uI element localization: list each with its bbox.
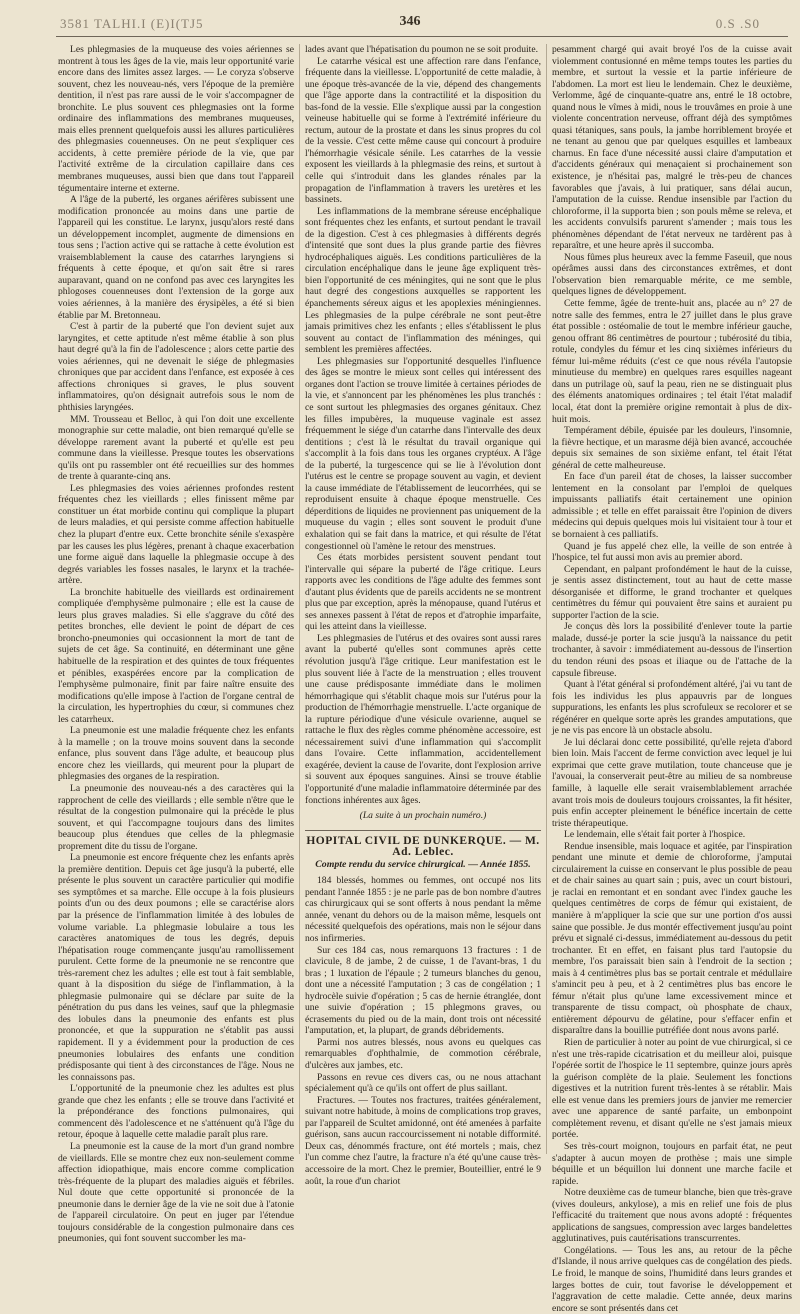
c3-paragraph: Cependant, en palpant profondément le haut de la cuisse, je sentis assez distinctement, tout au haut de cette masse désorganisée et difforme, le grand trochanter et quelques centimètres du fémur qui pouvaient être sains et auraient pu supporter l'action de la scie. [552, 563, 792, 621]
continued-note: (La suite à un prochain numéro.) [359, 810, 487, 822]
c3-paragraph: Cette femme, âgée de trente-huit ans, placée au n° 27 de notre salle des femmes, entra le 27 juillet dans le plus grave état possible : ostéomalie de tout le membre inférieur gauche, genou offrant 86 centimètres de pourtour ; tubérosité du tibia, rotule, condyles du fémur et les cinq sixièmes inférieurs du fémur lui-même réduits (c'est ce que nous révéla l'autopsie minutieuse du membre) en quelques rares esquilles nageant dans un putrilage où, sauf la peau, rien ne se distinguait plus des éléments anatomiques ordinaires ; tel était l'état maladif local, état dont la première origine remontait à plus de dix-huit mois. [552, 298, 792, 425]
c1-paragraph: La bronchite habituelle des vieillards est ordinairement compliquée d'emphysème pulmonaire ; elle est la cause de leurs plus graves maladies. Si elle s'aggrave du côté des petites bronches, elle devient le point de départ de ces broncho-pneumonies qui occasionnent la mort de tant de sujets de cet âge. Sa continuité, en déterminant une gêne habituelle de la respiration et des quintes de toux fréquentes et pénibles, exaspérées encore par la complication de l'emphysème pulmonaire, finit par faire naître ensuite des modifications qu'elle impose à l'action de l'organe central de la circulation, les hypertrophies du cœur, si communes chez les catarrheux. [58, 586, 294, 725]
c2-paragraph: lades avant que l'hépatisation du poumon ne se soit produite. [305, 44, 538, 55]
c2-paragraph: Les phlegmasies de l'utérus et des ovaires sont aussi rares avant la puberté qu'elles sont communes après cette révolution jusqu'à l'âge critique. Leur manifestation est le plus souvent liée à l'acte de la menstruation ; elles trouvent une cause prédisposante immédiate dans le molimen hémorrhagique qui s'établit chaque mois sur l'utérus pour la production de l'hémorrhagie menstruelle. L'acte organique de la rupture périodique d'une vésicule ovarienne, auquel se rattache le flux des règles comme phénomène accessoire, est nécessairement suivi d'une inflammation qui s'accomplit dans l'ovaire. Cette inflammation, accidentellement exagérée, devient la cause de l'ovarite, dont l'explosion arrive si souvent aux époques sanguines. Ainsi se trouve établie l'opportunité d'une maladie inflammatoire déterminée par des fonctions inhérentes aux âges. [305, 632, 541, 806]
page-header [60, 14, 760, 36]
c3-paragraph: Rendue insensible, mais loquace et agitée, par l'inspiration pendant une minute et demie de chloroforme, j'amputai circulairement la cuisse en conservant le plus possible de peau et de chair saines au quart sain ; puis, avec un court bistouri, je raclai en remontant et en sondant avec l'index gauche les quelques centimètres de corps de fémur qui existaient, de manière à m'appliquer la scie que sur une portion d'os aussi saine que possible. Je dus montér effectivement jusqu'au point prévu et signalé ci-dessus, immédiatement au-dessous du petit trochanter. Et en effet, en faisant plus tard l'autopsie du membre, l'os paraissait bien sain à l'endroit de la section ; mais à 4 centimètres plus bas se portait centrale et médullaire s'amincit peu à peu, et à 2 centimètres plus bas encore le fémur n'était plus qu'une lame excessivement mince et transparente de tissu compact, où phosphate de chaux, entièrement dépourvu de gélatine, pour s'effacer enfin et disparaître dans la bouillie putréfiée dont nous avons parlé. [552, 840, 792, 1037]
c3-paragraph: Tempérament débile, épuisée par les douleurs, l'insomnie, la fièvre hectique, et un marasme déjà bien avancé, accouchée depuis six semaines de son sixième enfant, tel était l'état général de cette malheureuse. [552, 425, 792, 471]
c3-paragraph: Congélations. — Tous les ans, au retour de la pêche d'Islande, il nous arrive quelques cas de congélation des pieds. Le froid, le manque de soins, l'humidité dans leurs grandes et larges bottes de cuir, tout favorise le développement et l'aggravation de cette maladie. Cette année, deux marins encore se sont présentés dans cet [552, 1244, 792, 1314]
c3-paragraph: pesamment chargé qui avait broyé l'os de la cuisse avait violemment contusionné en même temps toutes les parties du membre, et surtout la vessie et la partie inférieure de l'abdomen. La mort est lieu le lendemain. Chez le deuxième, Verlomme, âgé de cinquante-quatre ans, entré le 18 octobre, quand nous le vîmes à midi, nous le trouvâmes en proie à une violente concentration nerveuse, offrant déjà des symptômes quasi tétaniques, sans pouls, la jambe horriblement broyée et ne tenant au genou que par quelques esquilles et lambeaux charnus. En face d'une nécessité aussi claire d'amputation et d'accidents généraux qui menaçaient si prochainement son existence, je n'hésitai pas, malgré le très-peu de chances favorables que j'avais, à lui pratiquer, sans délai aucun, l'amputation de la cuisse. Rendue insensible par l'action du chloroforme, il la supporta bien ; son pouls même se releva, et les accidents convulsifs parurent s'amender ; mais tous les phénomènes dépendant de l'état nerveux ne tardèrent pas à reparaître, et une heure après il succomba. [552, 44, 792, 252]
header-left-text: 3581 TALHI.I (E)I(TJ5 [60, 16, 204, 31]
column-divider [546, 44, 547, 1154]
header-rule [56, 36, 788, 37]
c1-paragraph: Les phlegmasies de la muqueuse des voies aériennes se montrent à tous les âges de la vie, mais leur opportunité varie encore dans des limites assez larges. — Le coryza s'observe souvent, chez les nouveau-nés, vers l'époque de la première dentition, il n'est pas rare aussi de le voir s'accompagner de bronchite. Le plus souvent ces phlegmasies ont la forme ordinaire des inflammations des membranes muqueuses, mais elles prennent quelquefois aussi les allures particulières des phlegmasies couenneuses. On ne peut s'expliquer ces accidents, à cette première période de la vie, que par l'activité extrême de la circulation capillaire dans ces membranes muqueuses, aussi bien que dans tout l'appareil tégumentaire interne et externe. [58, 44, 294, 194]
c2-paragraph: Les inflammations de la membrane séreuse encéphalique sont fréquentes chez les enfants, et surtout pendant le travail de la digestion. C'est à ces phlegmasies à différents degrés d'intensité que sont dues la plus grande partie des fièvres hydrocéphaliques aiguës. Les conditions particulières de la circulation encéphalique dans le jeune âge expliquent très-bien l'opportunité de ces méningites, qui ne sont que le plus haut degré des congestions auxquelles se rapportent les épanchements séreux aigus et les apoplexies méningiennes. Les phlegmasies de la pulpe cérébrale ne sont peut-être jamais primitives chez les enfants ; elles s'établissent le plus souvent au contact de l'inflammation des méninges, qui semblent les premières affectées. [305, 205, 541, 356]
c1-paragraph: C'est à partir de la puberté que l'on devient sujet aux laryngites, et cette aptitude n'est même établie à son plus haut degré qu'à la fin de l'adolescence ; alors cette partie des voies aériennes, qui ne devenait le siége de phlegmasies chroniques que par accident dans l'enfance, est exposée à ces affections chroniques si graves, le plus souvent inflammatoires, qu'on désignait autrefois sous le nom de phthisies laryngées. [58, 321, 294, 413]
column-divider [299, 44, 300, 1154]
c3-paragraph: En face d'un pareil état de choses, la laisser succomber lentement en la consolant par l'emploi de quelques impuissants palliatifs était certainement une opinion admissible ; et telle en effet paraissait être l'opinion de divers médecins qui depuis quelques mois lui visitaient tour à tour et se bornaient à ces palliatifs. [552, 471, 792, 540]
page-number: 346 [399, 14, 421, 29]
c1-paragraph: L'opportunité de la pneumonie chez les adultes est plus grande que chez les enfants ; elle se trouve dans l'activité et la prépondérance des fonctions pulmonaires, qui commencent dès l'adolescence et ne s'atténuent qu'à l'âge du retour, époque à laquelle cette maladie paraît plus rare. [58, 1083, 294, 1141]
c1-paragraph: La pneumonie est une maladie fréquente chez les enfants à la mamelle ; on la trouve moins souvent dans la seconde enfance, plus souvent dans l'âge adulte, et beaucoup plus encore chez les vieillards, qui meurent pour la plupart de phlegmasies des organes de la respiration. [58, 725, 294, 783]
c2-paragraph: Sur ces 184 cas, nous remarquons 13 fractures : 1 de clavicule, 8 de jambe, 2 de cuisse, 1 de l'avant-bras, 1 du bras ; 1 luxation de l'épaule ; 2 tumeurs blanches du genou, dont une a nécessité l'amputation ; 3 cas de congélation ; 1 hydrocèle suivie d'opération ; 5 cas de hernie étranglée, dont une suivie d'opération ; 15 phlegmons graves, ou écrasements du pied ou de la main, dont trois ont nécessité l'amputation, et, la plupart, de grands débridements. [305, 944, 541, 1037]
c2-paragraph: Ces états morbides persistent souvent pendant tout l'intervalle qui sépare la puberté de l'âge critique. Leurs rapports avec les conditions de l'âge adulte des femmes sont d'autant plus évidents que de pareils accidents ne se montrent plus que par exception, après la ménopause, quand l'utérus et ses annexes passent à l'état de repos et d'atrophie imparfaite, qui les atteint dans la vieillesse. [305, 552, 541, 633]
section-title: HOPITAL CIVIL DE DUNKERQUE. — M. Ad. Leblec. [305, 830, 541, 859]
c3-paragraph: Je lui déclarai donc cette possibilité, qu'elle rejeta d'abord bien loin. Mais l'accent de ferme conviction avec lequel je lui exprimai que cette grave mutilation, toute chanceuse que je l'avouai, la conserverait peut-être au milieu de sa nombreuse famille, à laquelle elle serait vraisemblablement arrachée avant trois mois de douleurs toujours croissantes, la fit hésiter, puis enfin accepter pleinement le bénéfice incertain de cette triste thérapeutique. [552, 736, 792, 829]
c3-paragraph: Notre deuxième cas de tumeur blanche, bien que très-grave (vives douleurs, ankylose), a mis en relief une fois de plus l'efficacité du traitement que nous avons adopté : fréquentes applications de sangsues, compression avec larges bandelettes agglutinatives, puis cautérisations transcurrentes. [552, 1187, 792, 1245]
column-1 [58, 44, 294, 1245]
c3-paragraph: Le lendemain, elle s'était fait porter à l'hospice. [564, 829, 746, 841]
column-3 [552, 44, 792, 1314]
header-right-text: 0.S .S0 [715, 16, 760, 31]
c2-paragraph: Passons en revue ces divers cas, ou ne nous attachant spécialement qu'à ce qu'ils ont offert de plus saillant. [305, 1071, 541, 1095]
c1-paragraph: La pneumonie est encore fréquente chez les enfants après la première dentition. Depuis cet âge jusqu'à la puberté, elle présente le plus souvent un caractère particulier qui modifie ses symptômes et sa marche. Elle occupe à la fois plusieurs points d'un ou des deux poumons ; elle se caractérise alors par la présence de l'inflammation limitée à des lobules de volume variable. La phlegmasie lobulaire a tous les caractères anatomiques de tous les degrés, depuis l'hépatisation rouge commençante jusqu'au ramollissement purulent. Cette forme de la pneumonie ne se rencontre que très-rarement chez les adultes ; elle est tout à fait semblable, quant à la disposition du siége de l'inflammation, à la phlegmasie pulmonaire qui se déclare par suite de la pénétration du pus dans les veines, sauf que la phlegmasie des lobules dans la pneumonie des enfants est plus prononcée, et que la suppuration ne s'établit pas aussi rapidement. Il y a évidemment pour la production de ces pneumonies lobulaires des enfants une condition prédisposante qui tient à des circonstances de l'âge. Nous ne les connaissons pas. [58, 852, 294, 1083]
section-subtitle: Compte rendu du service chirurgical. — Année 1855. [315, 858, 531, 870]
c3-paragraph: Rien de particulier à noter au point de vue chirurgical, si ce n'est une très-rapide cicatrisation et du meilleur aloi, puisque l'opérée sortit de l'hospice le 11 septembre, quinze jours après la guérison complète de la plaie. Seulement les fonctions digestives et la nutrition furent très-lentes à se rétablir. Mais elle est venue dans les premiers jours de janvier me remercier avec une apparence de santé parfaite, un embonpoint complètement revenu, et disant qu'elle ne s'est jamais mieux portée. [552, 1037, 792, 1141]
c2-paragraph: 184 blessés, hommes ou femmes, ont occupé nos lits pendant l'année 1855 : je ne parle pas de bon nombre d'autres cas chirurgicaux qui se sont offerts à nous pendant la même année, venant du dehors ou de la maison même, lesquels ont nécessité quelquefois des opérations, mais non le séjour dans nos infirmeries. [305, 875, 541, 945]
c1-paragraph: A l'âge de la puberté, les organes aérifères subissent une modification prononcée au moins dans une partie de l'appareil qui les constitue. Le larynx, jusqu'alors resté dans un développement incomplet, augmente de dimensions en tous sens ; l'action active qui se rattache à cette évolution est vraisemblablement la cause des catarrhes laryngiens si fréquents à cette époque, et qu'on sait être si rares auparavant, quand on ne confond pas avec ces laryngites les phlogoses couenneuses dont l'extension de la gorge aux voies aériennes, à la manière des érysipèles, a été si bien établie par M. Bretonneau. [58, 194, 294, 321]
c3-paragraph: Nous fûmes plus heureux avec la femme Faseuil, que nous opérâmes aussi dans des circonstances extrêmes, et dont l'observation bien remarquable mérite, ce me semble, quelques lignes de développement. [552, 251, 792, 298]
c1-paragraph: Les phlegmasies des voies aériennes profondes restent fréquentes chez les vieillards ; elles finissent même par constituer un état morbide continu qui complique la plupart de leurs maladies, et qui persiste comme affection habituelle chez la plupart d'entre eux. Cette bronchite sénile s'exaspère par les causes les plus légères, prenant à chaque exacerbation une forme aiguë dans laquelle la phlegmasie occupe à des degrés variables les fosses nasales, le larynx et la trachée-artère. [58, 482, 294, 587]
c2-paragraph: Parmi nos autres blessés, nous avons eu quelques cas remarquables d'ophthalmie, de commotion cérébrale, d'ulcères aux jambes, etc. [305, 1036, 541, 1072]
c1-paragraph: La pneumonie des nouveau-nés a des caractères qui la rapprochent de celle des vieillards ; elle semble n'être que le résultat de la congestion pulmonaire qui la précède le plus souvent, et qui l'accompagne toujours dans des limites beaucoup plus étendues que celles de la phlegmasie proprement dite du tissu de l'organe. [58, 783, 294, 852]
c3-paragraph: Quand je fus appelé chez elle, la veille de son entrée à l'hospice, tel fut aussi mon avis au premier abord. [552, 540, 792, 564]
c2-paragraph: Le catarrhe vésical est une affection rare dans l'enfance, fréquente dans la vieillesse. L'opportunité de cette maladie, à une époque très-avancée de la vie, dépend des changements que l'âge apporte dans la contractilité et la disposition du bas-fond de la vessie. Elle s'explique aussi par la congestion veineuse habituelle qui se forme à l'extrémité inférieure du rectum, autour de la prostate et dans les sinus propres du col de la vessie. C'est cette même cause qui concourt à produire l'hémorrhagie vésicale sénile. Les catarrhes de la vessie exposent les vieillards à la phlegmasie des reins, et surtout à celle qui s'introduit dans les glandes rénales par la propagation de l'inflammation à travers les uretères et les bassinets. [305, 55, 541, 206]
c3-paragraph: Quant à l'état général si profondément altéré, j'ai vu tant de fois les individus les plus appauvris par de longues suppurations, les enfants les plus scrofuleux se recolorer et se régénérer en quelque sorte après les grandes amputations, que je ne vis pas encore là un obstacle absolu. [552, 679, 792, 737]
c1-paragraph: MM. Trousseau et Belloc, à qui l'on doit une excellente monographie sur cette maladie, ont bien remarqué qu'elle se développe rarement avant la puberté et qu'elle est peu commune dans la vieillesse. Presque toutes les observations qu'ils ont pu rassembler ont été recueillies sur des hommes de trente à quarante-cinq ans. [58, 413, 294, 483]
c3-paragraph: Je conçus dès lors la possibilité d'enlever toute la partie malade, dussé-je porter la scie jusqu'à la naissance du petit trochanter, à savoir : immédiatement au-dessous de l'insertion du tendon réuni des psoas et iliaque ou de l'attache de la capsule fibreuse. [552, 621, 792, 679]
c2-paragraph: Fractures. — Toutes nos fractures, traitées généralement, suivant notre habitude, à moins de complications trop graves, par l'appareil de Scultet amidonné, ont été amenées à parfaite guérison, sans aucun raccourcissement ni notable difformité. Deux cas, dénommés fracture, ont été mortels ; mais, chez l'un comme chez l'autre, la fracture n'a été qu'une cause très-accessoire de la mort. Chez le premier, Bouteillier, entré le 9 août, la roue d'un chariot [305, 1094, 541, 1187]
c3-paragraph: Ses très-court moignon, toujours en parfait état, ne peut s'adapter à aucun moyen de prothèse ; mais une simple béquille et un béquillon lui donnent une marche facile et rapide. [552, 1140, 792, 1187]
c2-paragraph: Les phlegmasies sur l'opportunité desquelles l'influence des âges se montre le mieux sont celles qui intéressent des organes dont l'action se trouve limitée à certaines périodes de la vie, et s'annoncent par les phénomènes les plus tranchés : ce sont surtout les phlegmasies des organes génitaux. Chez les filles impubères, la muqueuse vaginale est assez fréquemment le siége d'un catarrhe dans l'intervalle des deux dentitions ; c'est là le résultat du travail organique qui s'accomplit à la fois dans tous les organes cryptéux. A l'âge de la puberté, la turgescence qui se lie à l'évolution dont l'utérus est le centre se propage souvent au vagin, et devient la cause immédiate de l'établissement de leucorrhées, qui se reproduisent ensuite à chaque époque menstruelle. Ces déperditions de liquides ne proviennent pas uniquement de la muqueuse du vagin ; elles sont souvent le produit d'une exhalation qui se fait dans la matrice, et qui résulte de l'état congestionnel où l'amène le retour des menstrues. [305, 355, 541, 552]
column-2 [305, 44, 541, 1187]
c1-paragraph: La pneumonie est la cause de la mort d'un grand nombre de vieillards. Elle se montre chez eux non-seulement comme affection idiopathique, mais encore comme complication très-fréquente de la plupart des maladies aiguës et fébriles. Nul doute que cette opportunité si prononcée de la pneumonie dans le dernier âge de la vie ne soit due à l'atonie de l'appareil circulatoire. On peut en juger par l'étendue toujours considérable de la congestion pulmonaire dans ces pneumonies, qui font souvent succomber les ma- [58, 1140, 294, 1245]
